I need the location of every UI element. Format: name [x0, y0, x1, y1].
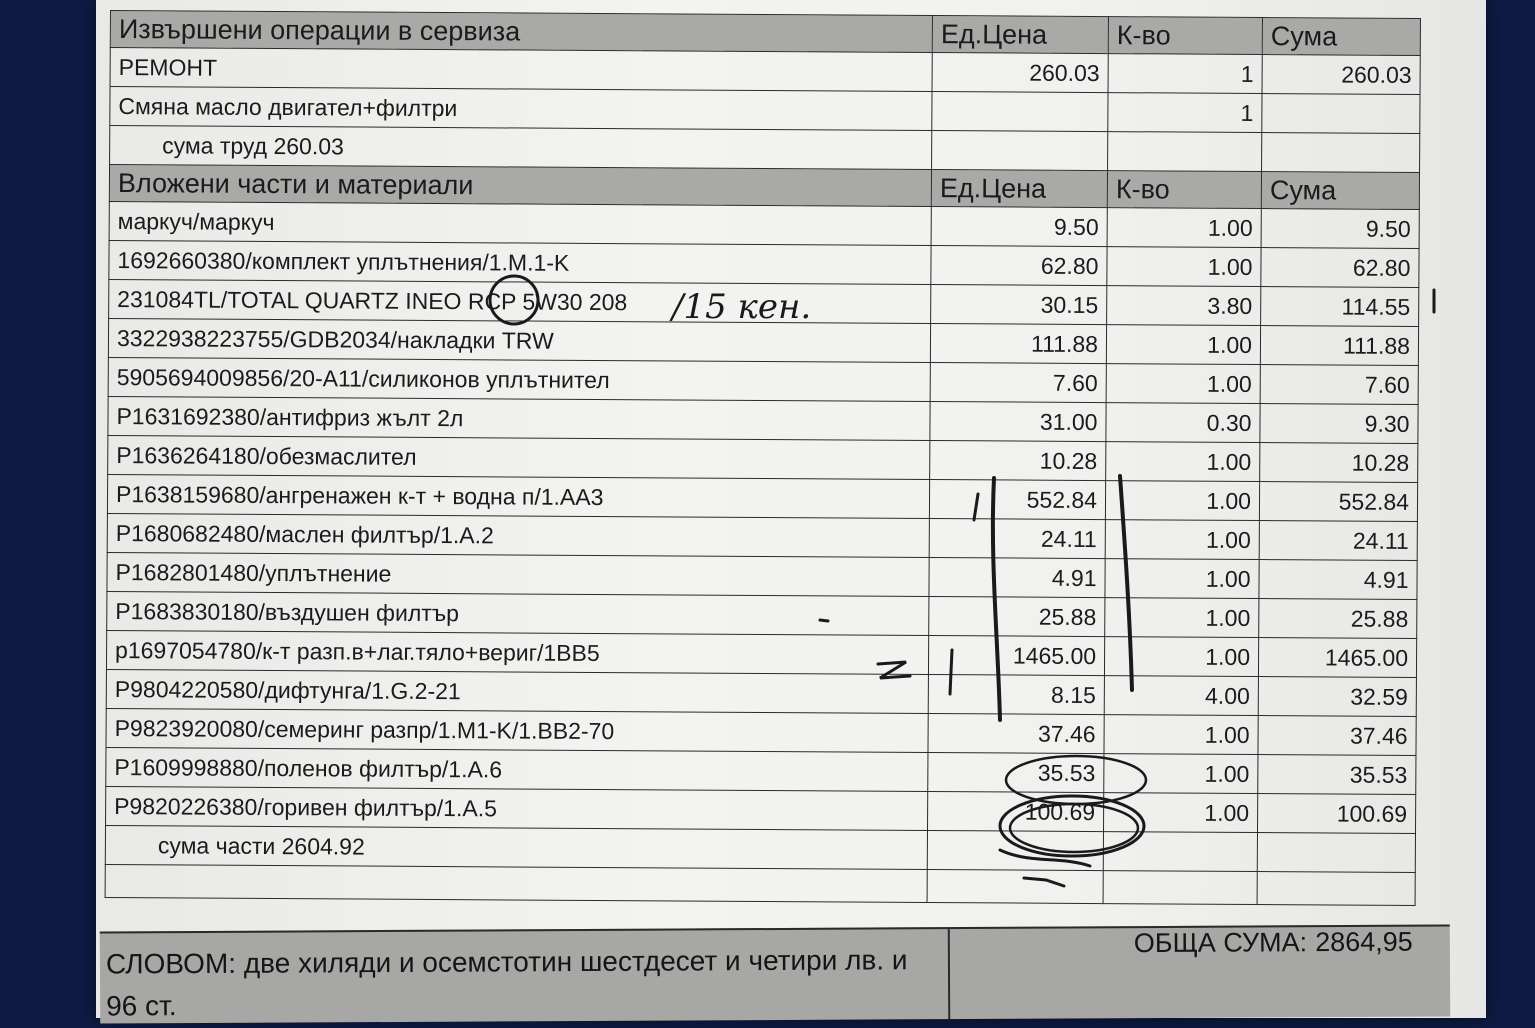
part-price: 4.91 — [929, 558, 1105, 598]
empty-cell — [932, 131, 1108, 171]
part-price: 35.53 — [928, 753, 1104, 793]
empty-cell — [927, 831, 1103, 871]
part-price: 37.46 — [928, 714, 1104, 754]
part-price: 100.69 — [928, 792, 1104, 832]
labor-total: сума труд 260.03 — [110, 126, 932, 170]
parts-title: Вложени части и материали — [109, 165, 931, 207]
part-sum: 100.69 — [1257, 794, 1415, 834]
part-sum: 10.28 — [1260, 443, 1418, 483]
grand-total — [1134, 927, 1413, 959]
part-sum: 9.30 — [1260, 404, 1418, 444]
part-price: 111.88 — [930, 324, 1106, 364]
part-sum: 7.60 — [1260, 365, 1418, 405]
part-sum: 552.84 — [1259, 482, 1417, 522]
service-qty: 1 — [1108, 93, 1262, 133]
empty-cell — [105, 864, 927, 902]
part-sum: 32.59 — [1258, 677, 1416, 717]
part-price: 31.00 — [930, 402, 1106, 442]
part-qty: 1.00 — [1105, 481, 1259, 521]
footer-divider — [948, 929, 950, 1019]
part-name: P1682801480/уплътнение — [107, 552, 929, 596]
part-qty: 4.00 — [1104, 676, 1258, 716]
empty-cell — [1103, 871, 1257, 905]
part-price: 8.15 — [928, 675, 1104, 715]
invoice-table — [105, 10, 1421, 906]
part-sum: 9.50 — [1261, 209, 1419, 249]
qty-header: К-во — [1107, 171, 1261, 209]
part-name: P1609998880/поленов филтър/1.A.6 — [106, 747, 928, 791]
part-name: P1638159680/ангренажен к-т + водна п/1.AA3 — [107, 474, 929, 518]
service-qty: 1 — [1108, 54, 1262, 94]
part-price: 30.15 — [931, 285, 1107, 325]
part-sum: 24.11 — [1259, 521, 1417, 561]
part-qty: 1.00 — [1105, 598, 1259, 638]
service-name: Смяна масло двигател+филтри — [110, 87, 932, 131]
service-name: РЕМОНТ — [110, 48, 932, 92]
invoice-footer — [100, 924, 1450, 1023]
part-name: P1680682480/маслен филтър/1.A.2 — [107, 513, 929, 557]
part-qty: 1.00 — [1106, 442, 1260, 482]
part-sum: 35.53 — [1258, 755, 1416, 795]
services-title: Извършени операции в сервиза — [110, 11, 932, 53]
part-qty: 1.00 — [1103, 793, 1257, 833]
empty-cell — [1108, 132, 1262, 172]
empty-cell — [927, 870, 1103, 904]
service-price: 260.03 — [932, 53, 1108, 93]
part-price: 25.88 — [929, 597, 1105, 637]
part-qty: 1.00 — [1107, 208, 1261, 248]
service-sum: 260.03 — [1262, 55, 1420, 95]
part-name: P1636264180/обезмаслител — [108, 435, 930, 479]
unit-price-header: Ед.Цена — [932, 16, 1108, 54]
part-qty: 1.00 — [1105, 520, 1259, 560]
part-qty: 3.80 — [1107, 286, 1261, 326]
part-name: 5905694009856/20-A11/силиконов уплътнител — [108, 357, 930, 401]
part-name: P9823920080/семеринг разпр/1.M1-K/1.BB2-70 — [106, 708, 928, 752]
parts-total: сума части 2604.92 — [105, 825, 927, 869]
part-sum: 114.55 — [1261, 287, 1419, 327]
empty-cell — [1257, 872, 1415, 906]
qty-header: К-во — [1108, 17, 1262, 55]
part-name: P1631692380/антифриз жълт 2л — [108, 396, 930, 440]
part-price: 9.50 — [931, 207, 1107, 247]
sum-header: Сума — [1261, 172, 1419, 210]
invoice-sheet — [105, 10, 1420, 906]
part-name: 3322938223755/GDB2034/накладки TRW — [108, 318, 930, 362]
part-price: 24.11 — [929, 519, 1105, 559]
empty-cell — [1257, 833, 1415, 873]
part-qty: 1.00 — [1104, 637, 1258, 677]
part-sum: 62.80 — [1261, 248, 1419, 288]
part-qty: 1.00 — [1105, 559, 1259, 599]
part-sum: 37.46 — [1258, 716, 1416, 756]
part-qty: 0.30 — [1106, 403, 1260, 443]
part-sum: 1465.00 — [1258, 638, 1416, 678]
part-name: p1697054780/к-т разп.в+лаг.тяло+вериг/1BB5 — [106, 630, 928, 674]
part-name: P9804220580/дифтунга/1.G.2-21 — [106, 669, 928, 713]
part-qty: 1.00 — [1106, 325, 1260, 365]
part-sum: 111.88 — [1260, 326, 1418, 366]
part-qty: 1.00 — [1104, 754, 1258, 794]
part-qty: 1.00 — [1107, 247, 1261, 287]
amount-in-words: СЛОВОМ: две хиляди и осемстотин шестдесет и четири лв. и 96 ст. — [105, 944, 908, 1022]
part-sum: 25.88 — [1259, 599, 1417, 639]
empty-cell — [1103, 832, 1257, 872]
service-sum — [1262, 94, 1420, 134]
handwritten-note: /15 кен. — [672, 287, 812, 327]
grand-total-label: ОБЩА СУМА: — [1133, 927, 1308, 959]
part-name: 1692660380/комплект уплътнения/1.M.1-K — [109, 240, 931, 284]
sum-header: Сума — [1262, 18, 1420, 56]
part-name: маркуч/маркуч — [109, 201, 931, 245]
grand-total-value: 2864,95 — [1315, 926, 1413, 958]
part-name: 231084TL/TOTAL QUARTZ INEO RCP 5W30 208 — [109, 279, 931, 323]
part-price: 1465.00 — [928, 636, 1104, 676]
part-sum: 4.91 — [1259, 560, 1417, 600]
part-qty: 1.00 — [1106, 364, 1260, 404]
part-name: P9820226380/горивен филтър/1.A.5 — [106, 786, 928, 830]
part-price: 552.84 — [929, 480, 1105, 520]
part-qty: 1.00 — [1104, 715, 1258, 755]
empty-cell — [1262, 133, 1420, 173]
part-price: 10.28 — [930, 441, 1106, 481]
part-price: 62.80 — [931, 246, 1107, 286]
part-name: P1683830180/въздушен филтър — [107, 591, 929, 635]
unit-price-header: Ед.Цена — [931, 170, 1107, 208]
service-price — [932, 92, 1108, 132]
part-price: 7.60 — [930, 363, 1106, 403]
